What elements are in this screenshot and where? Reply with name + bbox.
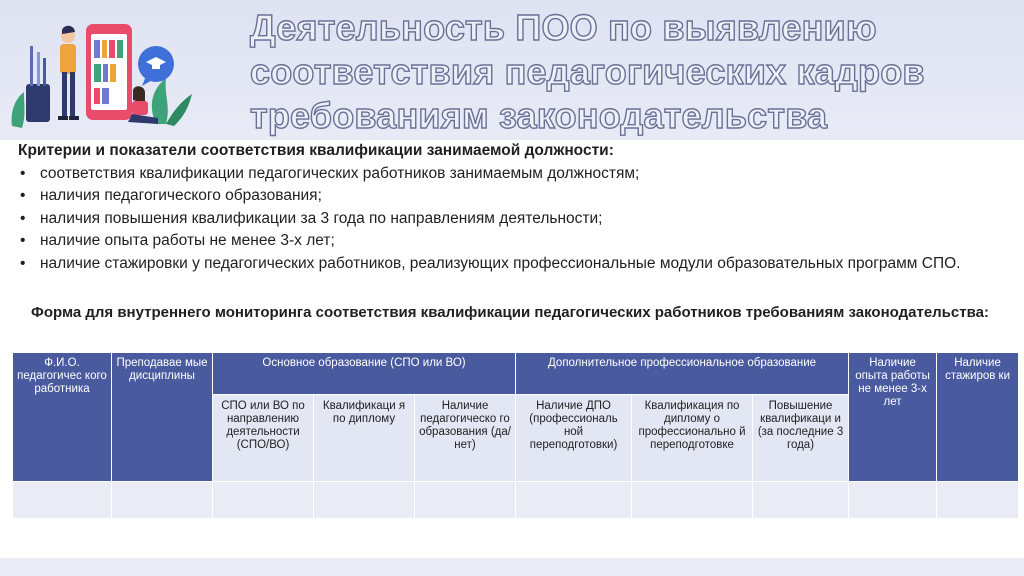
- header-experience: Наличие опыта работы не менее 3-х лет: [849, 353, 937, 482]
- header-disciplines: Преподавае мые дисциплины: [112, 353, 213, 482]
- table-cell: [753, 482, 849, 519]
- criteria-item: • наличия педагогического образования;: [18, 185, 1008, 208]
- criteria-title: Критерии и показатели соответствия квалификации занимаемой должности:: [18, 142, 614, 159]
- criteria-list: [18, 163, 1008, 276]
- table-cell: [314, 482, 415, 519]
- header-additional-education: Дополнительное профессиональное образование: [516, 353, 849, 395]
- footer-band: [0, 558, 1024, 576]
- table-cell: [13, 482, 112, 519]
- header-main-education: Основное образование (СПО или ВО): [213, 353, 516, 395]
- subheader-pedagogical-education: Наличие педагогическо го образования (да/нет): [415, 394, 516, 481]
- form-title: Форма для внутреннего мониторинга соответствия квалификации педагогических работников требованиям законодательства:: [31, 304, 989, 321]
- header-internship: Наличие стажиров ки: [937, 353, 1019, 482]
- subheader-retraining-qualification: Квалификация по диплому о профессионально й переподготовке: [632, 394, 753, 481]
- subheader-diploma-qualification: Квалификаци я по диплому: [314, 394, 415, 481]
- table-cell: [415, 482, 516, 519]
- subheader-advanced-training: Повышение квалификаци и (за последние 3 года): [753, 394, 849, 481]
- person-phone-books-illustration: [6, 6, 196, 134]
- table-cell: [937, 482, 1019, 519]
- criteria-item: • наличие стажировки у педагогических работников, реализующих профессиональные модули образовательных программ СПО.: [18, 253, 1008, 276]
- table-cell: [632, 482, 753, 519]
- table-cell: [849, 482, 937, 519]
- criteria-section: [18, 140, 1008, 275]
- table-row: [13, 482, 1019, 519]
- title-line: соответствия педагогических кадров: [250, 51, 925, 92]
- subheader-dpo: Наличие ДПО (профессиональ ной переподготовки): [516, 394, 632, 481]
- slide-title: [250, 6, 1010, 138]
- criteria-item: • наличия повышения квалификации за 3 года по направлениям деятельности;: [18, 208, 1008, 231]
- table-cell: [516, 482, 632, 519]
- criteria-item: • соответствия квалификации педагогических работников занимаемым должностям;: [18, 163, 1008, 186]
- table-header-row: [13, 353, 1019, 395]
- title-line: Деятельность ПОО по выявлению: [250, 7, 877, 48]
- table-cell: [112, 482, 213, 519]
- monitoring-table: [12, 352, 1019, 519]
- table-cell: [213, 482, 314, 519]
- header-fio: Ф.И.О. педагогичес кого работника: [13, 353, 112, 482]
- criteria-item: • наличие опыта работы не менее 3-х лет;: [18, 230, 1008, 253]
- subheader-spo-vo: СПО или ВО по направлению деятельности (СПО/ВО): [213, 394, 314, 481]
- title-line: требованиям законодательства: [250, 95, 828, 136]
